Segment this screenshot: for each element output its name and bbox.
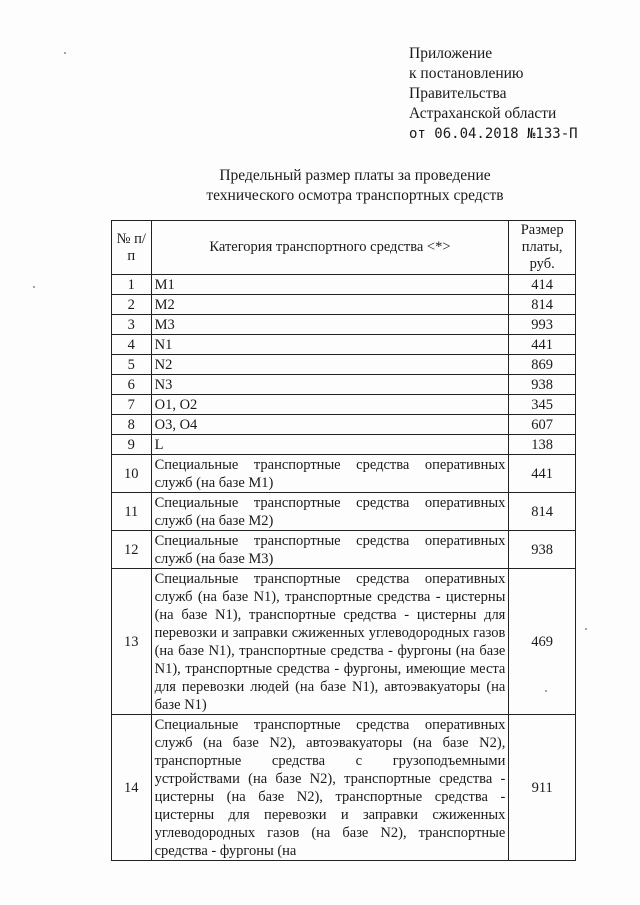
row-fee: 441 [509,455,576,493]
row-number: 14 [112,715,152,861]
row-fee: 938 [509,531,576,569]
scan-speck [64,52,66,54]
title-line: Предельный размер платы за проведение [219,167,491,184]
row-category: Специальные транспортные средства оперативных служб (на базе M1) [151,455,509,493]
row-number: 10 [112,455,152,493]
table-row [112,435,576,455]
document-title [150,166,560,206]
scan-speck [33,286,35,288]
row-number: 12 [112,531,152,569]
row-category: M1 [151,275,509,295]
row-category: N2 [151,355,509,375]
table-row [112,455,576,493]
column-header-category: Категория транспортного средства <*> [151,221,509,275]
row-category: O3, O4 [151,415,509,435]
row-number: 5 [112,355,152,375]
scan-speck [545,690,547,692]
table-row [112,493,576,531]
table-row [112,395,576,415]
column-header-number: № п/п [112,221,152,275]
row-fee: 441 [509,335,576,355]
table-row [112,315,576,335]
row-category: L [151,435,509,455]
row-number: 13 [112,569,152,715]
row-category: M2 [151,295,509,315]
row-fee: 607 [509,415,576,435]
row-category: Специальные транспортные средства оперативных служб (на базе M3) [151,531,509,569]
row-number: 6 [112,375,152,395]
appendix-header [409,44,578,144]
row-fee: 911 [509,715,576,861]
row-number: 2 [112,295,152,315]
resolution-date-number: от 06.04.2018 №133-П [409,126,578,142]
row-fee: 814 [509,295,576,315]
row-fee: 414 [509,275,576,295]
fee-table [111,220,576,861]
table-row [112,715,576,861]
appendix-line: Приложение [409,45,493,62]
row-number: 4 [112,335,152,355]
scan-speck [585,628,587,630]
row-category: N1 [151,335,509,355]
row-number: 8 [112,415,152,435]
table-row [112,295,576,315]
appendix-line: Астраханской области [409,105,557,122]
row-number: 11 [112,493,152,531]
table-header-row [112,221,576,275]
row-number: 1 [112,275,152,295]
table-row [112,375,576,395]
row-category: Специальные транспортные средства оперативных служб (на базе M2) [151,493,509,531]
table-row [112,355,576,375]
row-fee: 869 [509,355,576,375]
table-row [112,415,576,435]
row-number: 9 [112,435,152,455]
column-header-fee: Размер платы, руб. [509,221,576,275]
row-category: M3 [151,315,509,335]
table-row [112,335,576,355]
row-category: N3 [151,375,509,395]
row-category: Специальные транспортные средства оперативных служб (на базе N2), автоэвакуаторы (на базе N2), транспортные средства с грузоподъемными устройствами (на базе N2), транспортные средства - цистерны (на базе N2), транспортные средства - цистерны для перевозки и заправки сжиженных углеводородных газов (на базе N2), транспортные средства - фургоны (на [151,715,509,861]
row-number: 3 [112,315,152,335]
appendix-line: к постановлению [409,65,524,82]
row-number: 7 [112,395,152,415]
row-category: O1, O2 [151,395,509,415]
title-line: технического осмотра транспортных средств [206,187,504,204]
row-fee: 938 [509,375,576,395]
row-fee: 138 [509,435,576,455]
row-fee: 469 [509,569,576,715]
table-row [112,275,576,295]
row-category: Специальные транспортные средства оперативных служб (на базе N1), транспортные средства - цистерны (на базе N1), транспортные средства - цистерны для перевозки и заправки сжиженных углеводородных газов (на базе N1), транспортные средства - фургоны (на базе N1), транспортные средства - фургоны, имеющие места для перевозки людей (на базе N1), автоэвакуаторы (на базе N1) [151,569,509,715]
table-row [112,569,576,715]
table-row [112,531,576,569]
appendix-line: Правительства [409,85,507,102]
row-fee: 993 [509,315,576,335]
row-fee: 345 [509,395,576,415]
row-fee: 814 [509,493,576,531]
